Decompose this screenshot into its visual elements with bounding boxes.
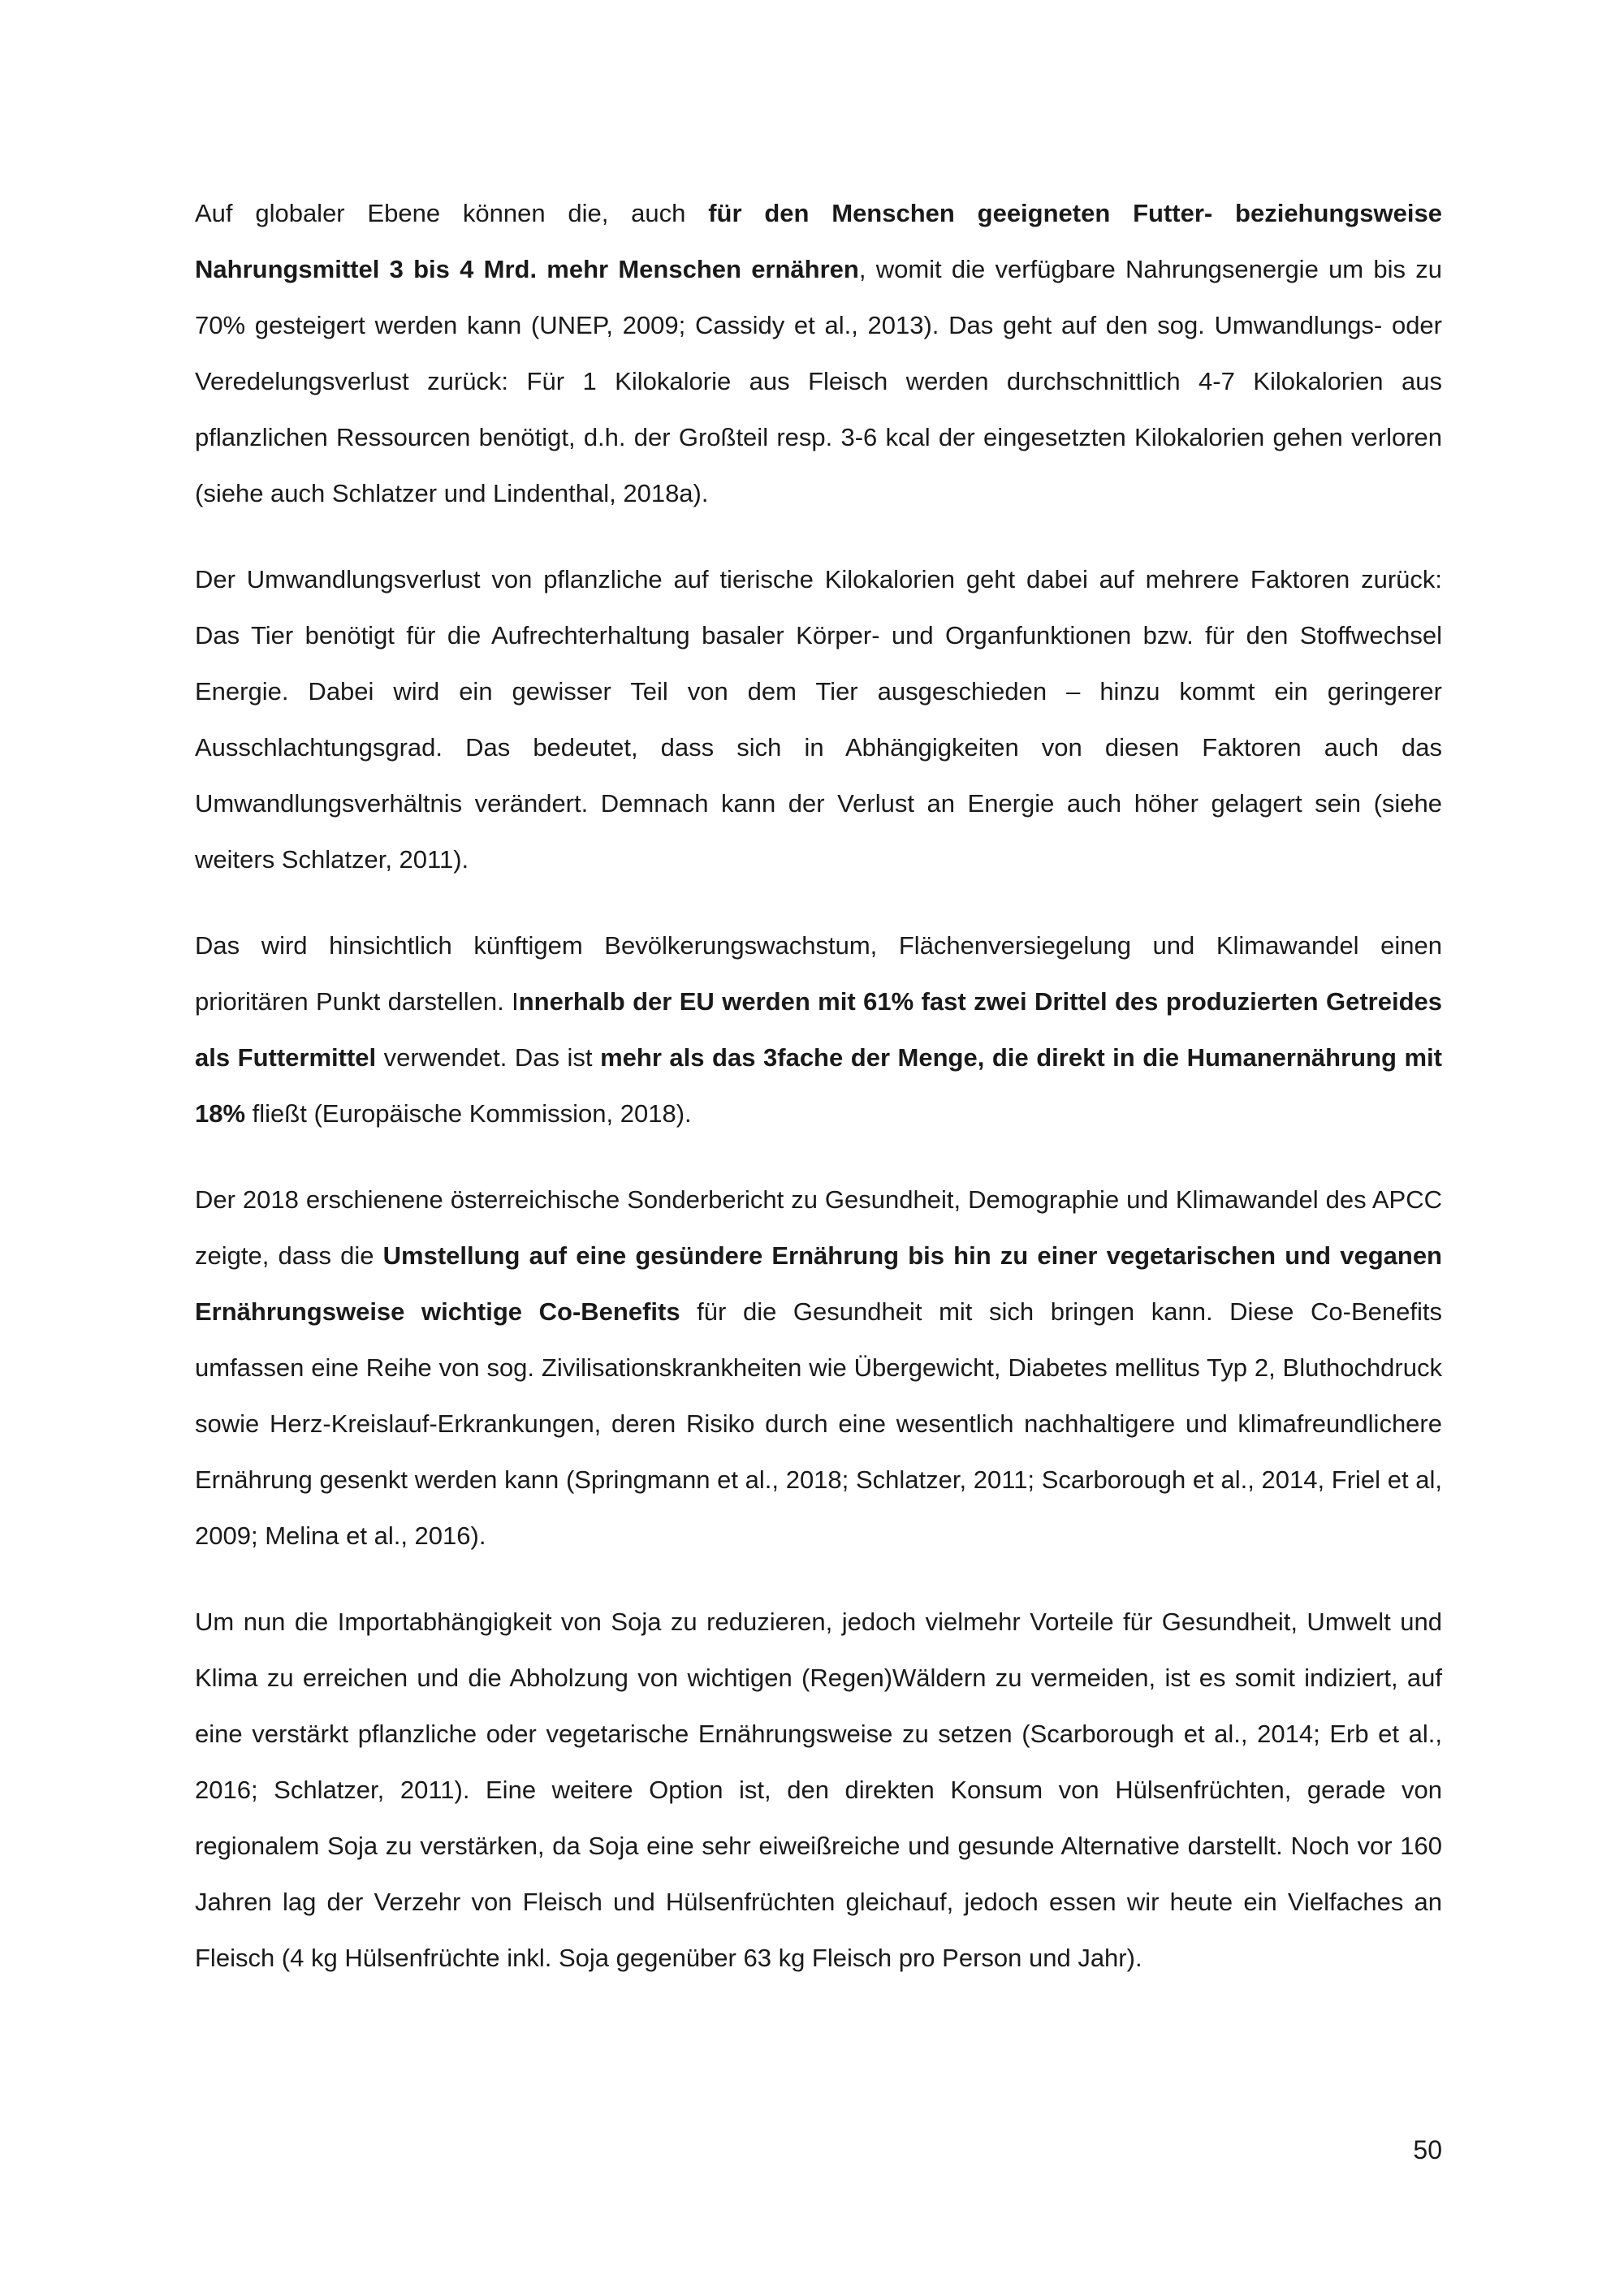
text-run: Der 2018 erschienene österreichische Sonderbericht zu Gesundheit, Demographie und Klimawandel des APCC zeigte, dass die — [195, 1185, 1442, 1270]
paragraph — [195, 185, 1442, 521]
text-run: verwendet. Das ist — [376, 1043, 601, 1072]
paragraph — [195, 917, 1442, 1142]
text-run: für die Gesundheit mit sich bringen kann. Diese Co-Benefits umfassen eine Reihe von sog. Zivilisationskrankheiten wie Übergewicht, Diabetes mellitus Typ 2, Bluthochdruck sowie Herz-Kreislauf-Erkrankungen, deren Risiko durch eine wesentlich nachhaltigere und klimafreundlichere Ernährung gesenkt werden kann (Springmann et al., 2018; Schlatzer, 2011; Scarborough et al., 2014, Friel et al, 2009; Melina et al., 2016). — [195, 1297, 1442, 1550]
text-run: , womit die verfügbare Nahrungsenergie um bis zu 70% gesteigert werden kann (UNEP, 2009; Cassidy et al., 2013). Das geht auf den sog. Umwandlungs- oder Veredelungsverlust zurück: Für 1 Kilokalorie aus Fleisch werden durchschnittlich 4-7 Kilokalorien aus pflanzlichen Ressourcen benötigt, d.h. der Großteil resp. 3-6 kcal der eingesetzten Kilokalorien gehen verloren (siehe auch Schlatzer und Lindenthal, 2018a). — [195, 255, 1442, 507]
text-run-bold: mehr als das 3fache der Menge, die direkt in die Humanernährung mit 18% — [195, 1043, 1442, 1128]
text-run: Der Umwandlungsverlust von pflanzliche auf tierische Kilokalorien geht dabei auf mehrere Faktoren zurück: Das Tier benötigt für die Aufrechterhaltung basaler Körper- und Organfunktionen bzw. für den Stoffwechsel Energie. Dabei wird ein gewisser Teil von dem Tier ausgeschieden – hinzu kommt ein geringerer Ausschlachtungsgrad. Das bedeutet, dass sich in Abhängigkeiten von diesen Faktoren auch das Umwandlungsverhältnis verändert. Demnach kann der Verlust an Energie auch höher gelagert sein (siehe weiters Schlatzer, 2011). — [195, 565, 1442, 874]
text-run: Um nun die Importabhängigkeit von Soja zu reduzieren, jedoch vielmehr Vorteile für Gesundheit, Umwelt und Klima zu erreichen und die Abholzung von wichtigen (Regen)Wäldern zu vermeiden, ist es somit indiziert, auf eine verstärkt pflanzliche oder vegetarische Ernährungsweise zu setzen (Scarborough et al., 2014; Erb et al., 2016; Schlatzer, 2011). Eine weitere Option ist, den direkten Konsum von Hülsenfrüchten, gerade von regionalem Soja zu verstärken, da Soja eine sehr eiweißreiche und gesunde Alternative darstellt. Noch vor 160 Jahren lag der Verzehr von Fleisch und Hülsenfrüchten gleichauf, jedoch essen wir heute ein Vielfaches an Fleisch (4 kg Hülsenfrüchte inkl. Soja gegenüber 63 kg Fleisch pro Person und Jahr). — [195, 1608, 1442, 1972]
text-run: Das wird hinsichtlich künftigem Bevölkerungswachstum, Flächenversiegelung und Klimawandel einen prioritären Punkt darstellen. I — [195, 931, 1442, 1016]
text-run-bold: nnerhalb der EU werden mit 61% fast zwei Drittel des produzierten Getreides als Futtermittel — [195, 987, 1442, 1072]
text-run: Auf globaler Ebene können die, auch — [195, 199, 709, 227]
page-number: 50 — [1413, 2135, 1442, 2164]
paragraph — [195, 1172, 1442, 1564]
text-run: fließt (Europäische Kommission, 2018). — [245, 1099, 692, 1128]
text-run-bold: Umstellung auf eine gesündere Ernährung bis hin zu einer vegetarischen und veganen Ernährungsweise wichtige Co-Benefits — [195, 1241, 1442, 1326]
document-body — [195, 185, 1442, 2016]
paragraph — [195, 551, 1442, 887]
text-run-bold: für den Menschen geeigneten Futter- beziehungsweise Nahrungsmittel 3 bis 4 Mrd. mehr Menschen ernähren — [195, 199, 1442, 283]
paragraph — [195, 1594, 1442, 1986]
